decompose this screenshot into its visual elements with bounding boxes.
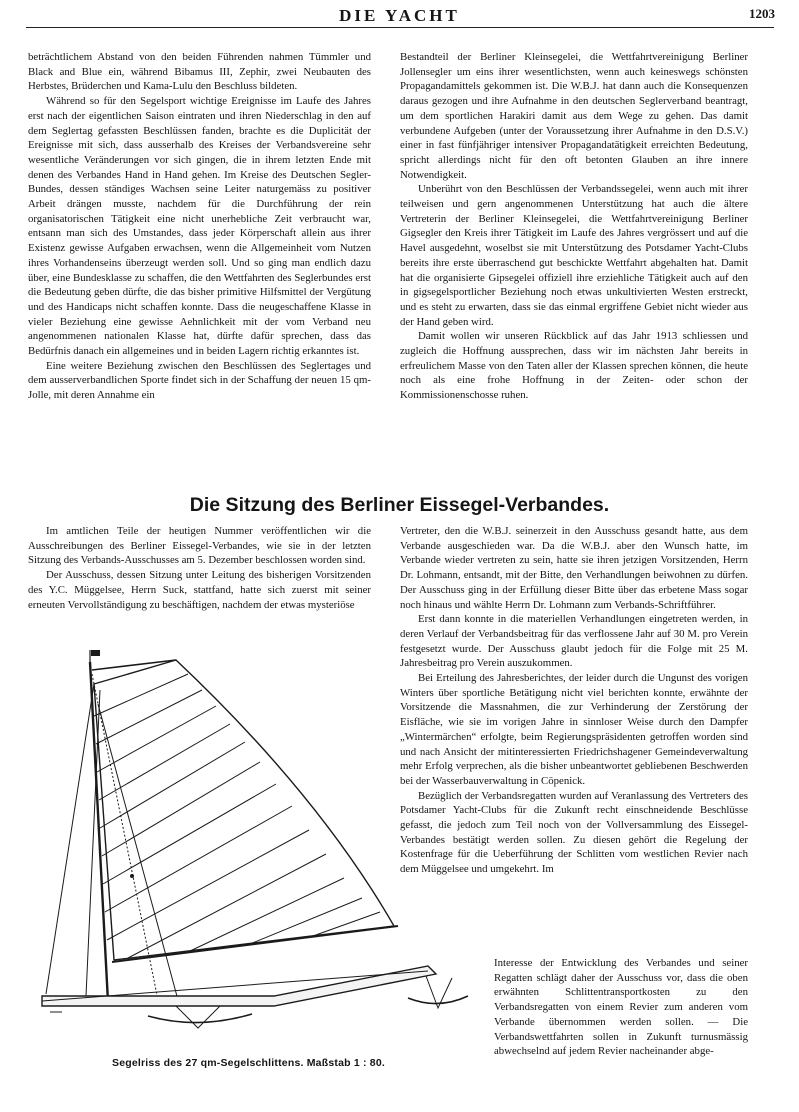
paragraph: Während so für den Segelsport wichtige Ereignisse im Laufe des Jahres erst nach der eigentlichen Saison eintraten und ihren Niederschlag in den auf dem Seglertag gefassten Beschlüssen fanden, brachte es die Duplicität der Ereignisse mit sich, dass ausserhalb des Kreises der Verbandsvereine sehr wesentliche Veränderungen vor sich gingen, die in ihrem letzten Ende mit denen des Verbandes Hand in Hand gehen. Im Kreise des Deutschen Segler-Bundes, dessen ständiges Wachsen seine Leiter naturgemäss zu positiver Arbeit drängen musste, nachdem für die Durchführung der rein organisatorischen Tätigkeit eine nicht unerhebliche Zeit verbraucht war, entsann man sich des Umstandes, dass jeder Körperschaft allein aus ihrer Existenz gewisse Aufgaben erwachsen, wenn die Allgemeinheit vom Nutzen ihres Vorhandenseins überzeugt werden soll. Und so ging man endlich dazu über, eine Bundesklasse zu schaffen, die den Wettfahrten des Seglerbundes erst die Bedeutung geben dürfte, die das bisher primitive Hilfsmittel der Vergütung und des Handicaps nicht schaffen konnte. Dass die neugeschaffene Klasse in vieler Beziehung eine gewisse Aehnlichkeit mit der vom Verband neu angenommenen nationalen Klasse hat, dürfte dafür sprechen, dass das Bedürfnis danach ein allgemeines und in beiden Lagern richtig erkanntes ist.	[28, 95, 371, 358]
paragraph: Bestandteil der Berliner Kleinsegelei, die Wettfahrtvereinigung Berliner Jollensegler um eins ihrer wesentlichsten, wenn auch keineswegs schönsten Propagandamittels gekommen ist. Die W.B.J. hat dann auch die Konsequenzen daraus gezogen und ihre Aufnahme in den deutschen Seglerverband beantragt, um dem sportlichen Harakiri damit aus dem Wege zu gehen. Das damit verbundene Aufgeben (unter der Voraussetzung ihrer Aufnahme in den D.S.V.) einer in fast fünfjähriger intensiver Propagandatätigkeit erreichten Bedeutung, spricht allerdings nicht für den oft betonten Glauben an ihre innere Notwendigkeit.	[400, 51, 748, 181]
paragraph: Bei Erteilung des Jahresberichtes, der leider durch die Ungunst des vorigen Winters über sportliche Betätigung nicht viel berichten konnte, erwähnte der Vorsitzende die Massnahmen, die zur Verhinderung der Zerstörung der Eisfläche, wie sie im vorigen Jahre in sinnloser Weise durch den Dampfer „Wintermärchen“ erfolgte, beim Regierungspräsidenten getroffen worden sind und nach Ansicht der mitinteressierten Friedrichshagener Gemeindeverwaltung mehr Erfolg verprechen, als die bisher unbeantwortet gebliebenen Beschwerden bei der Wasserbauverwaltung in Cöpenick.	[400, 672, 748, 787]
ice-yacht-sail-plan-drawing	[28, 644, 480, 1040]
paragraph: Erst dann konnte in die materiellen Verhandlungen eingetreten werden, in deren Verlauf der Verbandsbeitrag für das verflossene Jahr auf 30 M. pro Verein festgesetzt wurde. Der Ausschuss glaubt jedoch für die Folge mit 25 M. Jahresbeitrag pro Verein auszukommen.	[400, 613, 748, 670]
figure-caption: Segelriss des 27 qm-Segelschlittens. Maßstab 1 : 80.	[112, 1057, 386, 1069]
article-narrow-column	[494, 956, 748, 1059]
paragraph: beträchtlichem Abstand von den beiden Führenden nahmen Tümmler und Black and Blue ein, während Bibamus III, Zephir, zwei Neubauten des Herbstes, Brüderchen und Kama-Lulu den Beschluss bildeten.	[28, 51, 371, 93]
article-title: Die Sitzung des Berliner Eissegel-Verbandes.	[189, 494, 610, 516]
top-left-column	[28, 50, 371, 403]
paragraph: Eine weitere Beziehung zwischen den Beschlüssen des Seglertages und dem ausserverbandlichen Sporte findet sich in der Schaffung der neuen 15 qm-Jolle, mit deren Annahme ein	[28, 359, 371, 402]
article-left-column	[28, 524, 371, 612]
paragraph: Der Ausschuss, dessen Sitzung unter Leitung des bisherigen Vorsitzenden des Y.C. Müggelsee, Herrn Suck, stattfand, hatte sich zuerst mit seiner erneuten Vervollständigung zu beschäftigen, nachdem der etwas mysteriöse	[28, 569, 371, 611]
page-number: 1203	[749, 6, 775, 21]
paragraph: Unberührt von den Beschlüssen der Verbandssegelei, wenn auch mit ihrer teilweisen und gern angenommenen Unterstützung hat auch die ältere Vertreterin der Berliner Kleinsegelei, die Wettfahrtvereinigung Berliner Gigsegler den Kreis ihrer Tätigkeit im Laufe des Jahres vergrössert und auf die Havel ausgedehnt, woselbst sie mit Unterstützung des Potsdamer Yacht-Clubs bereits ihre erste überraschend gut beschickte Wettfahrt abgehalten hat. Damit hat die organisierte Gipsegelei offiziell ihre erziehliche Tätigkeit auch auf den in gigsegelsportlicher Beziehung noch etwas unkultivierten Westen erstreckt, und es steht zu erwarten, dass sie das einmal ergriffene Gebiet nicht wieder aus der Hand geben wird.	[400, 183, 748, 328]
paragraph: Bezüglich der Verbandsregatten wurden auf Veranlassung des Vertreters des Potsdamer Yacht-Clubs für die Zukunft recht einschneidende Beschlüsse gefasst, die jedoch zum Teil noch von der Vollversammlung des Eissegel-Verbandes bestätigt werden sollen. Zu diesen gehört die Regelung der Kostenfrage für die Ueberführung der Schlitten vom westlichen Revier nach dem Müggelsee und umgekehrt. Im	[400, 789, 748, 876]
header-rule	[26, 27, 774, 28]
top-right-column	[400, 50, 748, 403]
page-header-title: DIE YACHT	[339, 6, 460, 25]
paragraph: Interesse der Entwicklung des Verbandes und seiner Regatten schlägt daher der Ausschuss vor, dass die oben erwähnten Schlittentransportkosten zu den Verbandsregatten von einem Revier zum anderen vom Verbande übernommen werden sollen. — Die Verbandswettfahrten sollen in Zukunft turnusmässig abwechselnd auf jedem Revier nacheinander abge-	[494, 957, 748, 1058]
paragraph: Im amtlichen Teile der heutigen Nummer veröffentlichen wir die Ausschreibungen des Berliner Eissegel-Verbandes, wie sie in der letzten Sitzung des Verbands-Ausschusses am 5. Dezember beschlossen worden sind.	[28, 525, 371, 567]
paragraph: Damit wollen wir unseren Rückblick auf das Jahr 1913 schliessen und zugleich die Hoffnung aussprechen, dass wir im nächsten Jahr bereits in erfreulichem Masse von den Taten aller der Klassen sprechen können, die heute noch als eine frohe Hoffnung in der Zeiten- oder schon der Kommissionenschosse ruhen.	[400, 330, 748, 402]
paragraph: Vertreter, den die W.B.J. seinerzeit in den Ausschuss gesandt hatte, aus dem Verbande ausgeschieden war. Da die W.B.J. aber den Wunsch hatte, im Verbande wieder vertreten zu sein, hatte sie ihren jetzigen Vorsitzenden, Herrn Dr. Lohmann, entsandt, mit der Bitte, den Verhandlungen beiwohnen zu dürfen. Der Ausschuss ging in der Erfüllung dieser Bitte über das erbetene Mass sogar noch hinaus und wählte Herrn Dr. Lohmann zum Verbands-Schriftführer.	[400, 525, 748, 611]
